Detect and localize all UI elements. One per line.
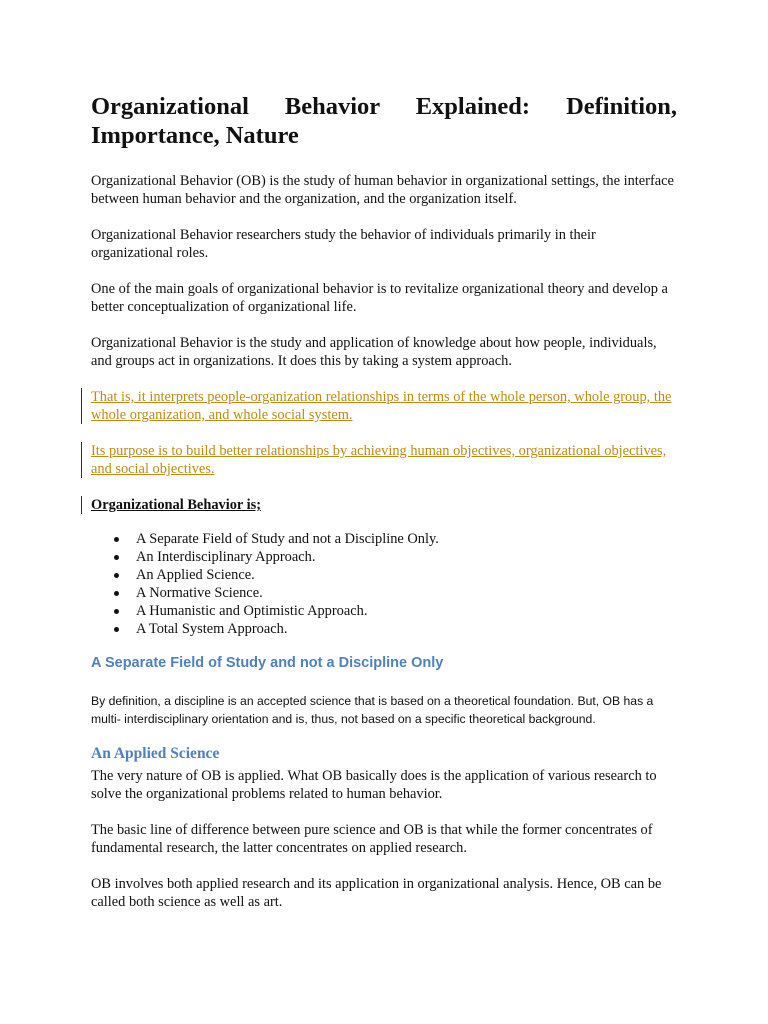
- list-item: [91, 584, 677, 602]
- characteristics-list: [91, 530, 677, 638]
- section-separate-field-text: By definition, a discipline is an accepted science that is based on a theoretical foundation. But, OB has a multi- interdisciplinary orientation and is, thus, not based on a specific theoretical background.: [91, 694, 654, 726]
- ob-is-heading-text: Organizational Behavior is;: [91, 497, 262, 513]
- page-title: [91, 92, 677, 150]
- title-line-1: Organizational Behavior Explained: Definition,: [91, 93, 677, 120]
- list-item-text: An Interdisciplinary Approach.: [136, 549, 316, 565]
- list-item-text: An Applied Science.: [136, 567, 255, 583]
- tracked-change-text-2: Its purpose is to build better relationships by achieving human objectives, organizational objectives, and social objectives.: [91, 443, 667, 477]
- paragraph-applied-nature: The very nature of OB is applied. What OB basically does is the application of various research to solve the organizational problems related to human behavior.: [91, 768, 657, 802]
- ob-is-heading: [91, 496, 677, 514]
- title-line-2: Importance, Nature: [91, 122, 299, 149]
- bullet-icon: [114, 609, 119, 614]
- paragraph-researchers: Organizational Behavior researchers study the behavior of individuals primarily in their organizational roles.: [91, 227, 596, 261]
- bullet-icon: [114, 555, 119, 560]
- document-page: [91, 92, 677, 929]
- bullet-icon: [114, 627, 119, 632]
- tracked-change-paragraph-2: [91, 442, 677, 478]
- tracked-change-paragraph-1: [91, 388, 677, 424]
- section-heading-separate-field: A Separate Field of Study and not a Discipline Only: [91, 655, 444, 671]
- list-item: [91, 530, 677, 548]
- bullet-icon: [114, 537, 119, 542]
- tracked-change-text-1: That is, it interprets people-organization relationships in terms of the whole person, whole group, the whole organization, and whole social system.: [91, 389, 672, 423]
- list-item-text: A Humanistic and Optimistic Approach.: [136, 603, 368, 619]
- change-bar: [81, 442, 82, 478]
- list-item: [91, 620, 677, 638]
- change-bar: [81, 496, 82, 514]
- paragraph-science-and-art: OB involves both applied research and its application in organizational analysis. Hence, OB can be called both science as well as art.: [91, 876, 662, 910]
- paragraph-goals: One of the main goals of organizational behavior is to revitalize organizational theory and develop a better conceptualization of organizational life.: [91, 281, 668, 315]
- bullet-icon: [114, 573, 119, 578]
- section-heading-applied-science: An Applied Science: [91, 745, 220, 762]
- bullet-icon: [114, 591, 119, 596]
- list-item: [91, 566, 677, 584]
- list-item-text: A Total System Approach.: [136, 621, 288, 637]
- paragraph-pure-vs-applied: The basic line of difference between pure science and OB is that while the former concentrates of fundamental research, the latter concentrates on applied research.: [91, 822, 653, 856]
- list-item-text: A Separate Field of Study and not a Discipline Only.: [136, 531, 439, 547]
- list-item: [91, 548, 677, 566]
- change-bar: [81, 388, 82, 424]
- list-item: [91, 602, 677, 620]
- paragraph-definition: Organizational Behavior (OB) is the study of human behavior in organizational settings, the interface between human behavior and the organization, and the organization itself.: [91, 173, 674, 207]
- paragraph-system-approach: Organizational Behavior is the study and application of knowledge about how people, individuals, and groups act in organizations. It does this by taking a system approach.: [91, 335, 657, 369]
- list-item-text: A Normative Science.: [136, 585, 263, 601]
